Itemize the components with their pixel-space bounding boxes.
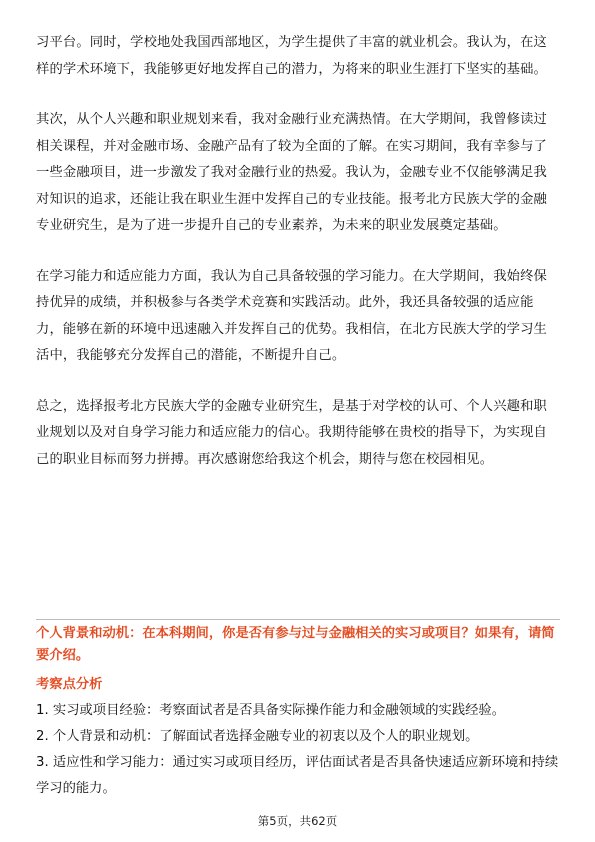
analysis-point-2: 2. 个人背景和动机：了解面试者选择金融专业的初衷以及个人的职业规划。 — [36, 729, 479, 744]
answer-paragraph-3: 在学习能力和适应能力方面，我认为自己具备较强的学习能力。在大学期间，我始终保持优异的成绩，并积极参与各类学术竞赛和实践活动。此外，我还具备较强的适应能力，能够在新的环境中迅速融入并发挥自己的优势。我相信，在北方民族大学的学习生活中，我能够充分发挥自己的潜能，不断提升自己。 — [36, 268, 547, 363]
answer-paragraph-1: 习平台。同时，学校地处我国西部地区，为学生提供了丰富的就业机会。我认为，在这样的学术环境下，我能够更好地发挥自己的潜力，为将来的职业生涯打下坚实的基础。 — [36, 35, 547, 77]
analysis-list — [36, 698, 560, 802]
analysis-point-3: 3. 适应性和学习能力：通过实习或项目经历，评估面试者是否具备快速适应新环境和持续学习的能力。 — [36, 755, 559, 796]
page-number: 第5页，共62页 — [257, 814, 338, 828]
interview-question: 个人背景和动机：在本科期间，你是否有参与过与金融相关的实习或项目？如果有，请简要介绍。 — [36, 626, 555, 663]
analysis-point-1: 1. 实习或项目经验：考察面试者是否具备实际操作能力和金融领域的实践经验。 — [36, 703, 506, 718]
answer-paragraph-2: 其次，从个人兴趣和职业规划来看，我对金融行业充满热情。在大学期间，我曾修读过相关课程，并对金融市场、金融产品有了较为全面的了解。在实习期间，我有幸参与了一些金融项目，进一步激发了我对金融行业的热爱。我认为，金融专业不仅能够满足我对知识的追求，还能让我在职业生涯中发挥自己的专业技能。报考北方民族大学的金融专业研究生，是为了进一步提升自己的专业素养，为未来的职业发展奠定基础。 — [36, 112, 547, 233]
answer-paragraph-4: 总之，选择报考北方民族大学的金融专业研究生，是基于对学校的认可、个人兴趣和职业规划以及对自身学习能力和适应能力的信心。我期待能够在贵校的指导下，为实现自己的职业目标而努力拼搏。再次感谢您给我这个机会，期待与您在校园相见。 — [36, 398, 547, 467]
analysis-heading: 考察点分析 — [36, 677, 103, 692]
section-divider — [36, 619, 560, 620]
answer-body — [36, 30, 560, 473]
